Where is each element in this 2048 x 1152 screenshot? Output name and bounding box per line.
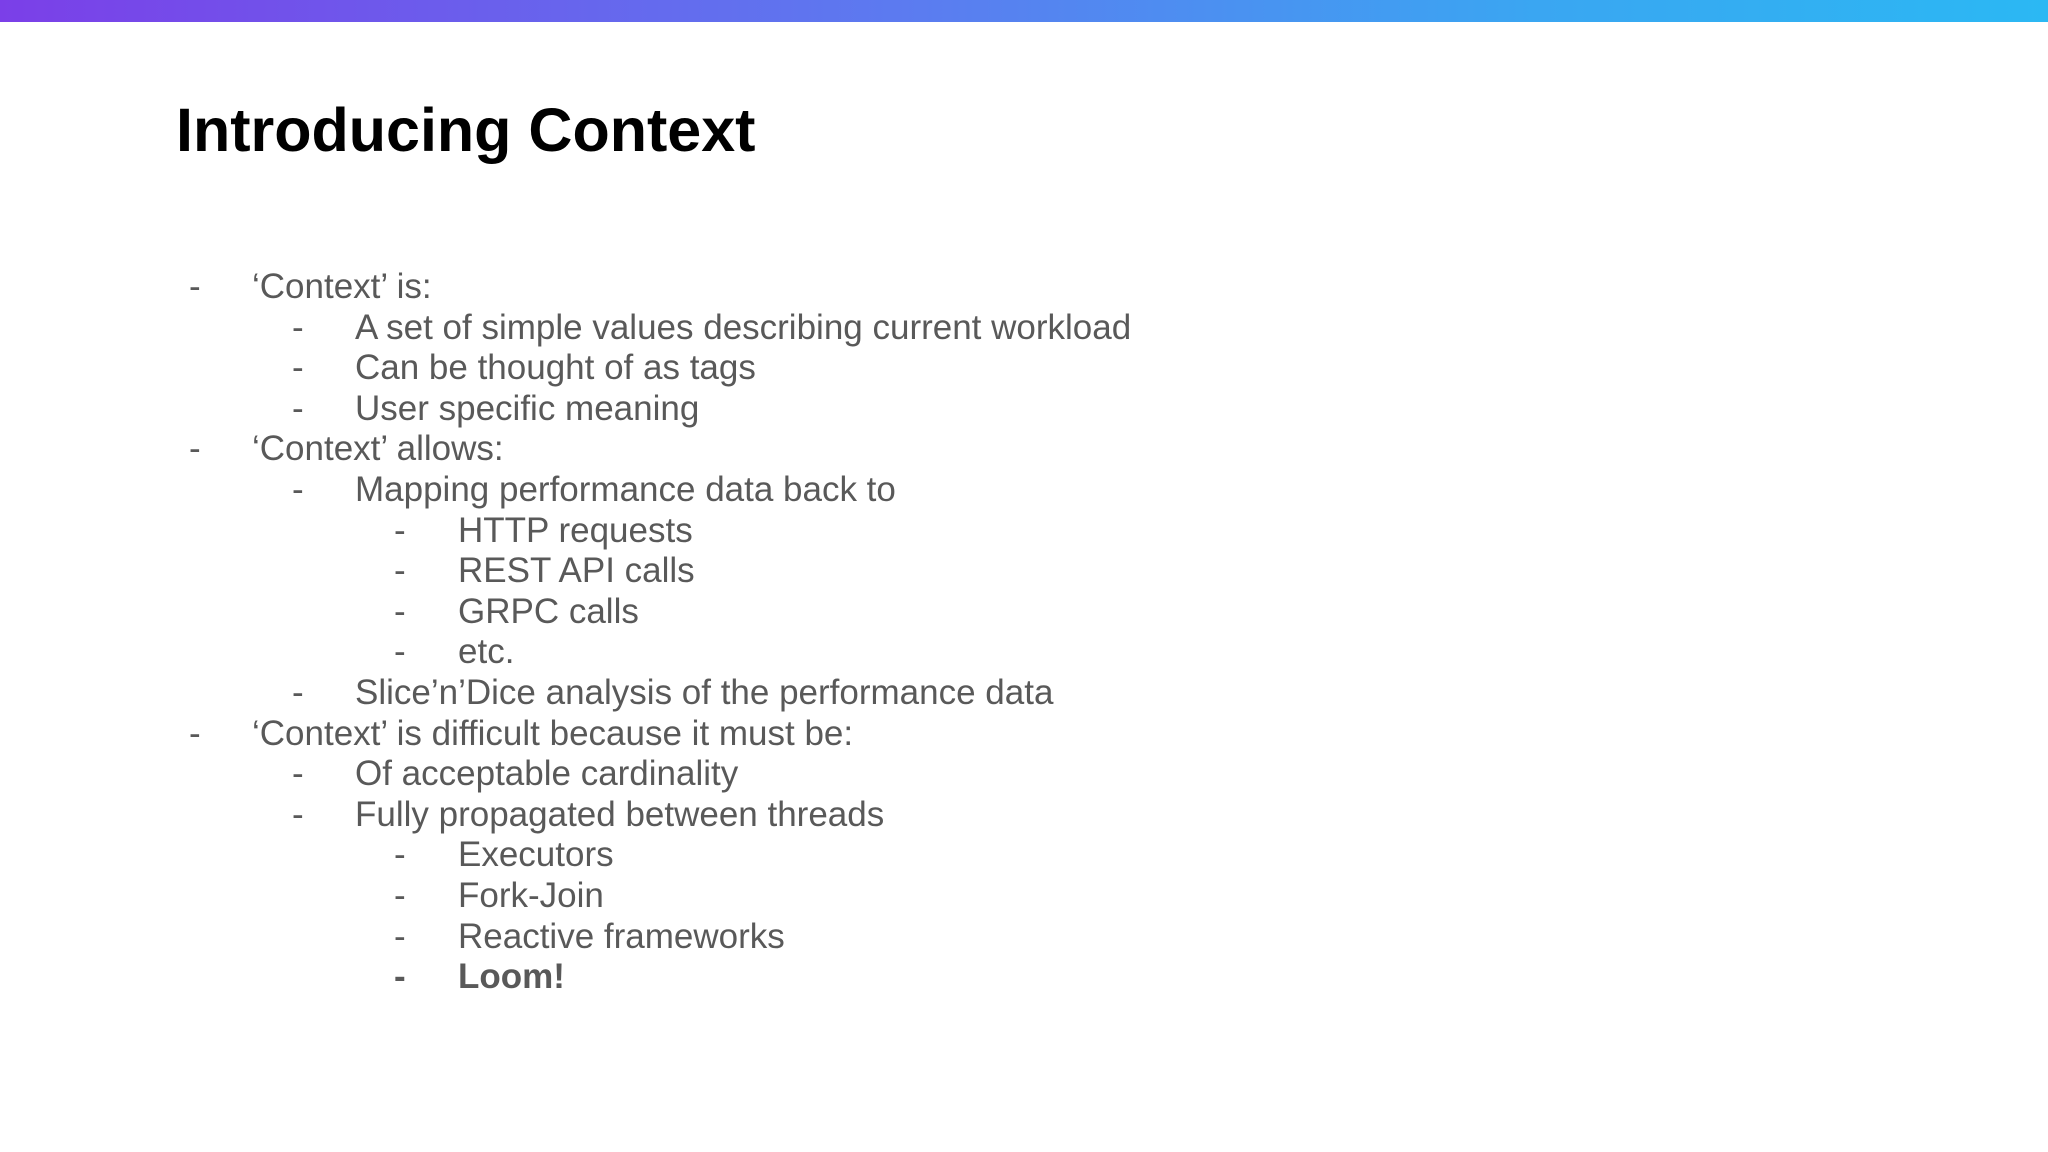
bullet-item [0, 551, 2048, 592]
bullet-text: ‘Context’ allows: [252, 429, 504, 469]
bullet-item [0, 754, 2048, 795]
bullet-text: GRPC calls [458, 591, 639, 631]
bullet-marker: - [292, 469, 304, 509]
bullet-item [0, 592, 2048, 633]
bullet-item [0, 511, 2048, 552]
bullet-item [0, 835, 2048, 876]
bullet-text: A set of simple values describing current workload [355, 307, 1132, 347]
bullet-item [0, 308, 2048, 349]
bullet-marker: - [394, 591, 406, 631]
gradient-accent-bar [0, 0, 2048, 22]
bullet-text: ‘Context’ is difficult because it must be: [252, 713, 854, 753]
bullet-marker: - [394, 916, 406, 956]
bullet-text: Can be thought of as tags [355, 348, 756, 388]
bullet-marker: - [292, 754, 304, 794]
bullet-item [0, 714, 2048, 755]
bullet-text: User specific meaning [355, 388, 700, 428]
bullet-item [0, 917, 2048, 958]
bullet-item [0, 348, 2048, 389]
bullet-text: Loom! [458, 957, 565, 997]
bullet-item [0, 429, 2048, 470]
bullet-marker: - [189, 267, 201, 306]
bullet-text: Of acceptable cardinality [355, 754, 739, 794]
bullet-marker: - [394, 835, 406, 875]
bullet-text: REST API calls [458, 551, 695, 591]
bullet-text: Slice’n’Dice analysis of the performance data [355, 672, 1054, 712]
bullet-item [0, 267, 2048, 308]
bullet-text: Fully propagated between threads [355, 794, 885, 834]
bullet-marker: - [394, 632, 406, 672]
bullet-text: ‘Context’ is: [252, 267, 432, 306]
bullet-marker: - [292, 348, 304, 388]
bullet-item [0, 673, 2048, 714]
bullet-marker: - [394, 957, 406, 997]
bullet-text: Reactive frameworks [458, 916, 785, 956]
bullet-item [0, 957, 2048, 998]
bullet-marker: - [292, 794, 304, 834]
bullet-item [0, 470, 2048, 511]
bullet-list [0, 267, 2048, 998]
slide-title: Introducing Context [176, 96, 756, 164]
bullet-text: Executors [458, 835, 614, 875]
bullet-marker: - [394, 551, 406, 591]
bullet-marker: - [189, 713, 201, 753]
bullet-marker: - [189, 429, 201, 469]
bullet-marker: - [292, 672, 304, 712]
bullet-item [0, 876, 2048, 917]
bullet-marker: - [292, 388, 304, 428]
bullet-item [0, 389, 2048, 430]
bullet-item [0, 632, 2048, 673]
bullet-marker: - [292, 307, 304, 347]
bullet-text: Fork-Join [458, 875, 604, 915]
bullet-marker: - [394, 875, 406, 915]
bullet-marker: - [394, 510, 406, 550]
bullet-text: HTTP requests [458, 510, 693, 550]
bullet-text: etc. [458, 632, 515, 672]
bullet-item [0, 795, 2048, 836]
bullet-text: Mapping performance data back to [355, 469, 896, 509]
